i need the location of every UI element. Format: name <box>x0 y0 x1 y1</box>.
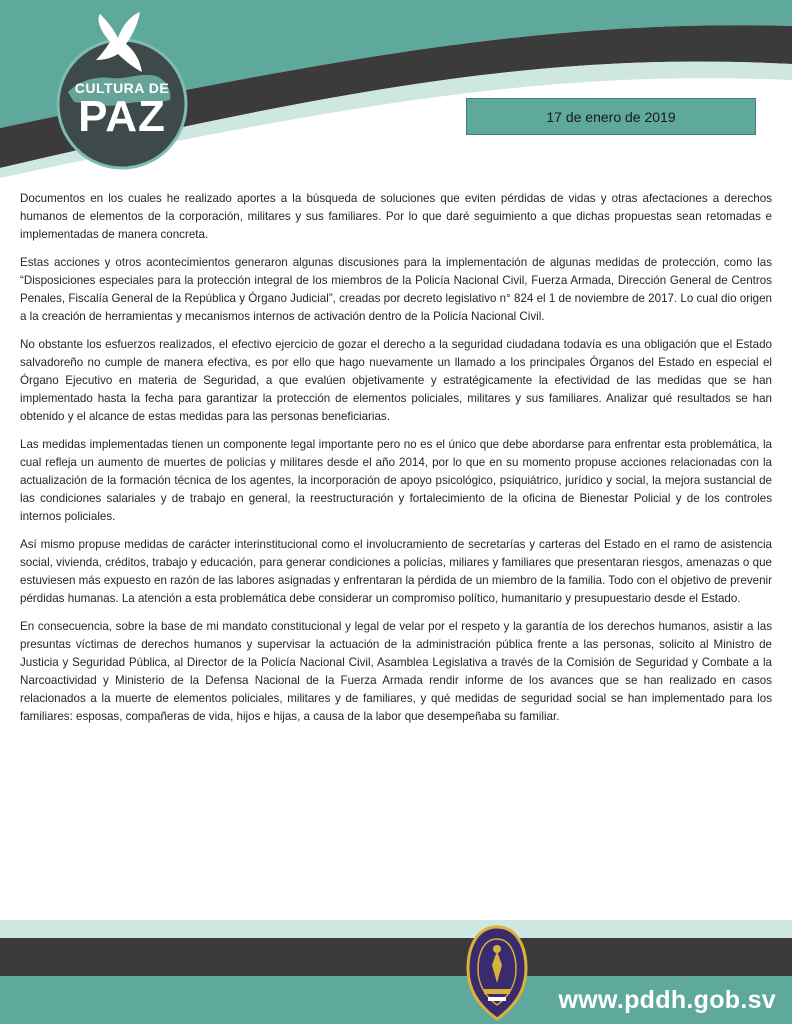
website-url[interactable]: www.pddh.gob.sv <box>558 986 776 1014</box>
paragraph: Documentos en los cuales he realizado aportes a la búsqueda de soluciones que eviten pérdidas de vidas y otras afectaciones a derechos humanos de elementos de la corporación, militares y sus familiares. Por lo que daré seguimiento a que dichas propuestas sean retomadas e implementadas de manera concreta. <box>20 192 772 241</box>
document-body <box>20 190 772 736</box>
logo-main-text: PAZ <box>78 92 166 141</box>
logo-top-text: CULTURA DE <box>74 80 170 96</box>
paragraph: Así mismo propuse medidas de carácter interinstitucional como el involucramiento de secretarías y carteras del Estado en el ramo de asistencia social, vivienda, créditos, trabajo y educación, para generar condiciones a policías, miliares y familiares que presentaran riesgos, amenazas o que estuviesen más expuesto en razón de las labores asignadas y enfrentaran la pérdida de un miembro de la familia. Todo con el objetivo de prevenir pérdidas humanas. La atención a esta problemática debe considerar un compromiso político, humanitario y presupuestario desde el Estado. <box>20 538 772 605</box>
pddh-seal-icon <box>466 925 528 1021</box>
date-badge <box>466 98 756 135</box>
paragraph: Estas acciones y otros acontecimientos generaron algunas discusiones para la implementación de algunas medidas de protección, como las “Disposiciones especiales para la protección integral de los miembros de la Policía Nacional Civil, Fuerza Armada, Dirección General de Centros Penales, Fiscalía General de la República y Órgano Judicial”, creadas por decreto legislativo n° 824 el 1 de noviembre de 2017. Lo cual dio origen a la creación de herramientas y mecanismos internos de activación dentro de la Policía Nacional Civil. <box>20 256 772 323</box>
header-banner <box>0 0 792 180</box>
paragraph: Las medidas implementadas tienen un componente legal importante pero no es el único que debe abordarse para enfrentar esta problemática, la cual refleja un aumento de muertes de policías y militares desde el año 2014, por lo que en su momento propuse acciones relacionadas con la actualización de la formación técnica de los agentes, la incorporación de apoyo psicológico, psiquiátrico, jurídico y social, la mejora sustancial de las condiciones salariales y de trabajo en general, la reestructuración y fortalecimiento de la oficina de Bienestar Policial y de los controles internos policiales. <box>20 438 772 523</box>
document-date: 17 de enero de 2019 <box>546 108 676 125</box>
paragraph: No obstante los esfuerzos realizados, el efectivo ejercicio de gozar el derecho a la seguridad ciudadana todavía es una obligación que el Estado salvadoreño no cumple de manera efectiva, es por ello que hago nuevamente un llamado a los principales Órganos del Estado en especial el Órgano Ejecutivo en materia de Seguridad, a que evalúen objetivamente y estratégicamente la efectividad de las medidas que se han implementado hasta la fecha para garantizar la protección de elementos policiales, militares y sus familiares. Analizar qué resultados se han obtenido y el alcance de estas medidas para las personas beneficiarias. <box>20 338 772 423</box>
paragraph: En consecuencia, sobre la base de mi mandato constitucional y legal de velar por el respeto y la garantía de los derechos humanos, asistir a las presuntas víctimas de derechos humanos y supervisar la actuación de la administración pública frente a las personas, solicito al Ministro de Justicia y Seguridad Pública, al Director de la Policía Nacional Civil, Asamblea Legislativa a través de la Comisión de Seguridad y Combate a la Narcoactividad y Ministerio de la Defensa Nacional de la Fuerza Armada rendir informe de los avances que se han realizado en casos relacionados a la muerte de elementos policiales, militares y de familiares, y qué medidas de seguridad social se han implementado para los familiares: esposas, compañeras de vida, hijos e hijas, a causa de la labor que desempeñaba su familiar. <box>20 620 772 723</box>
